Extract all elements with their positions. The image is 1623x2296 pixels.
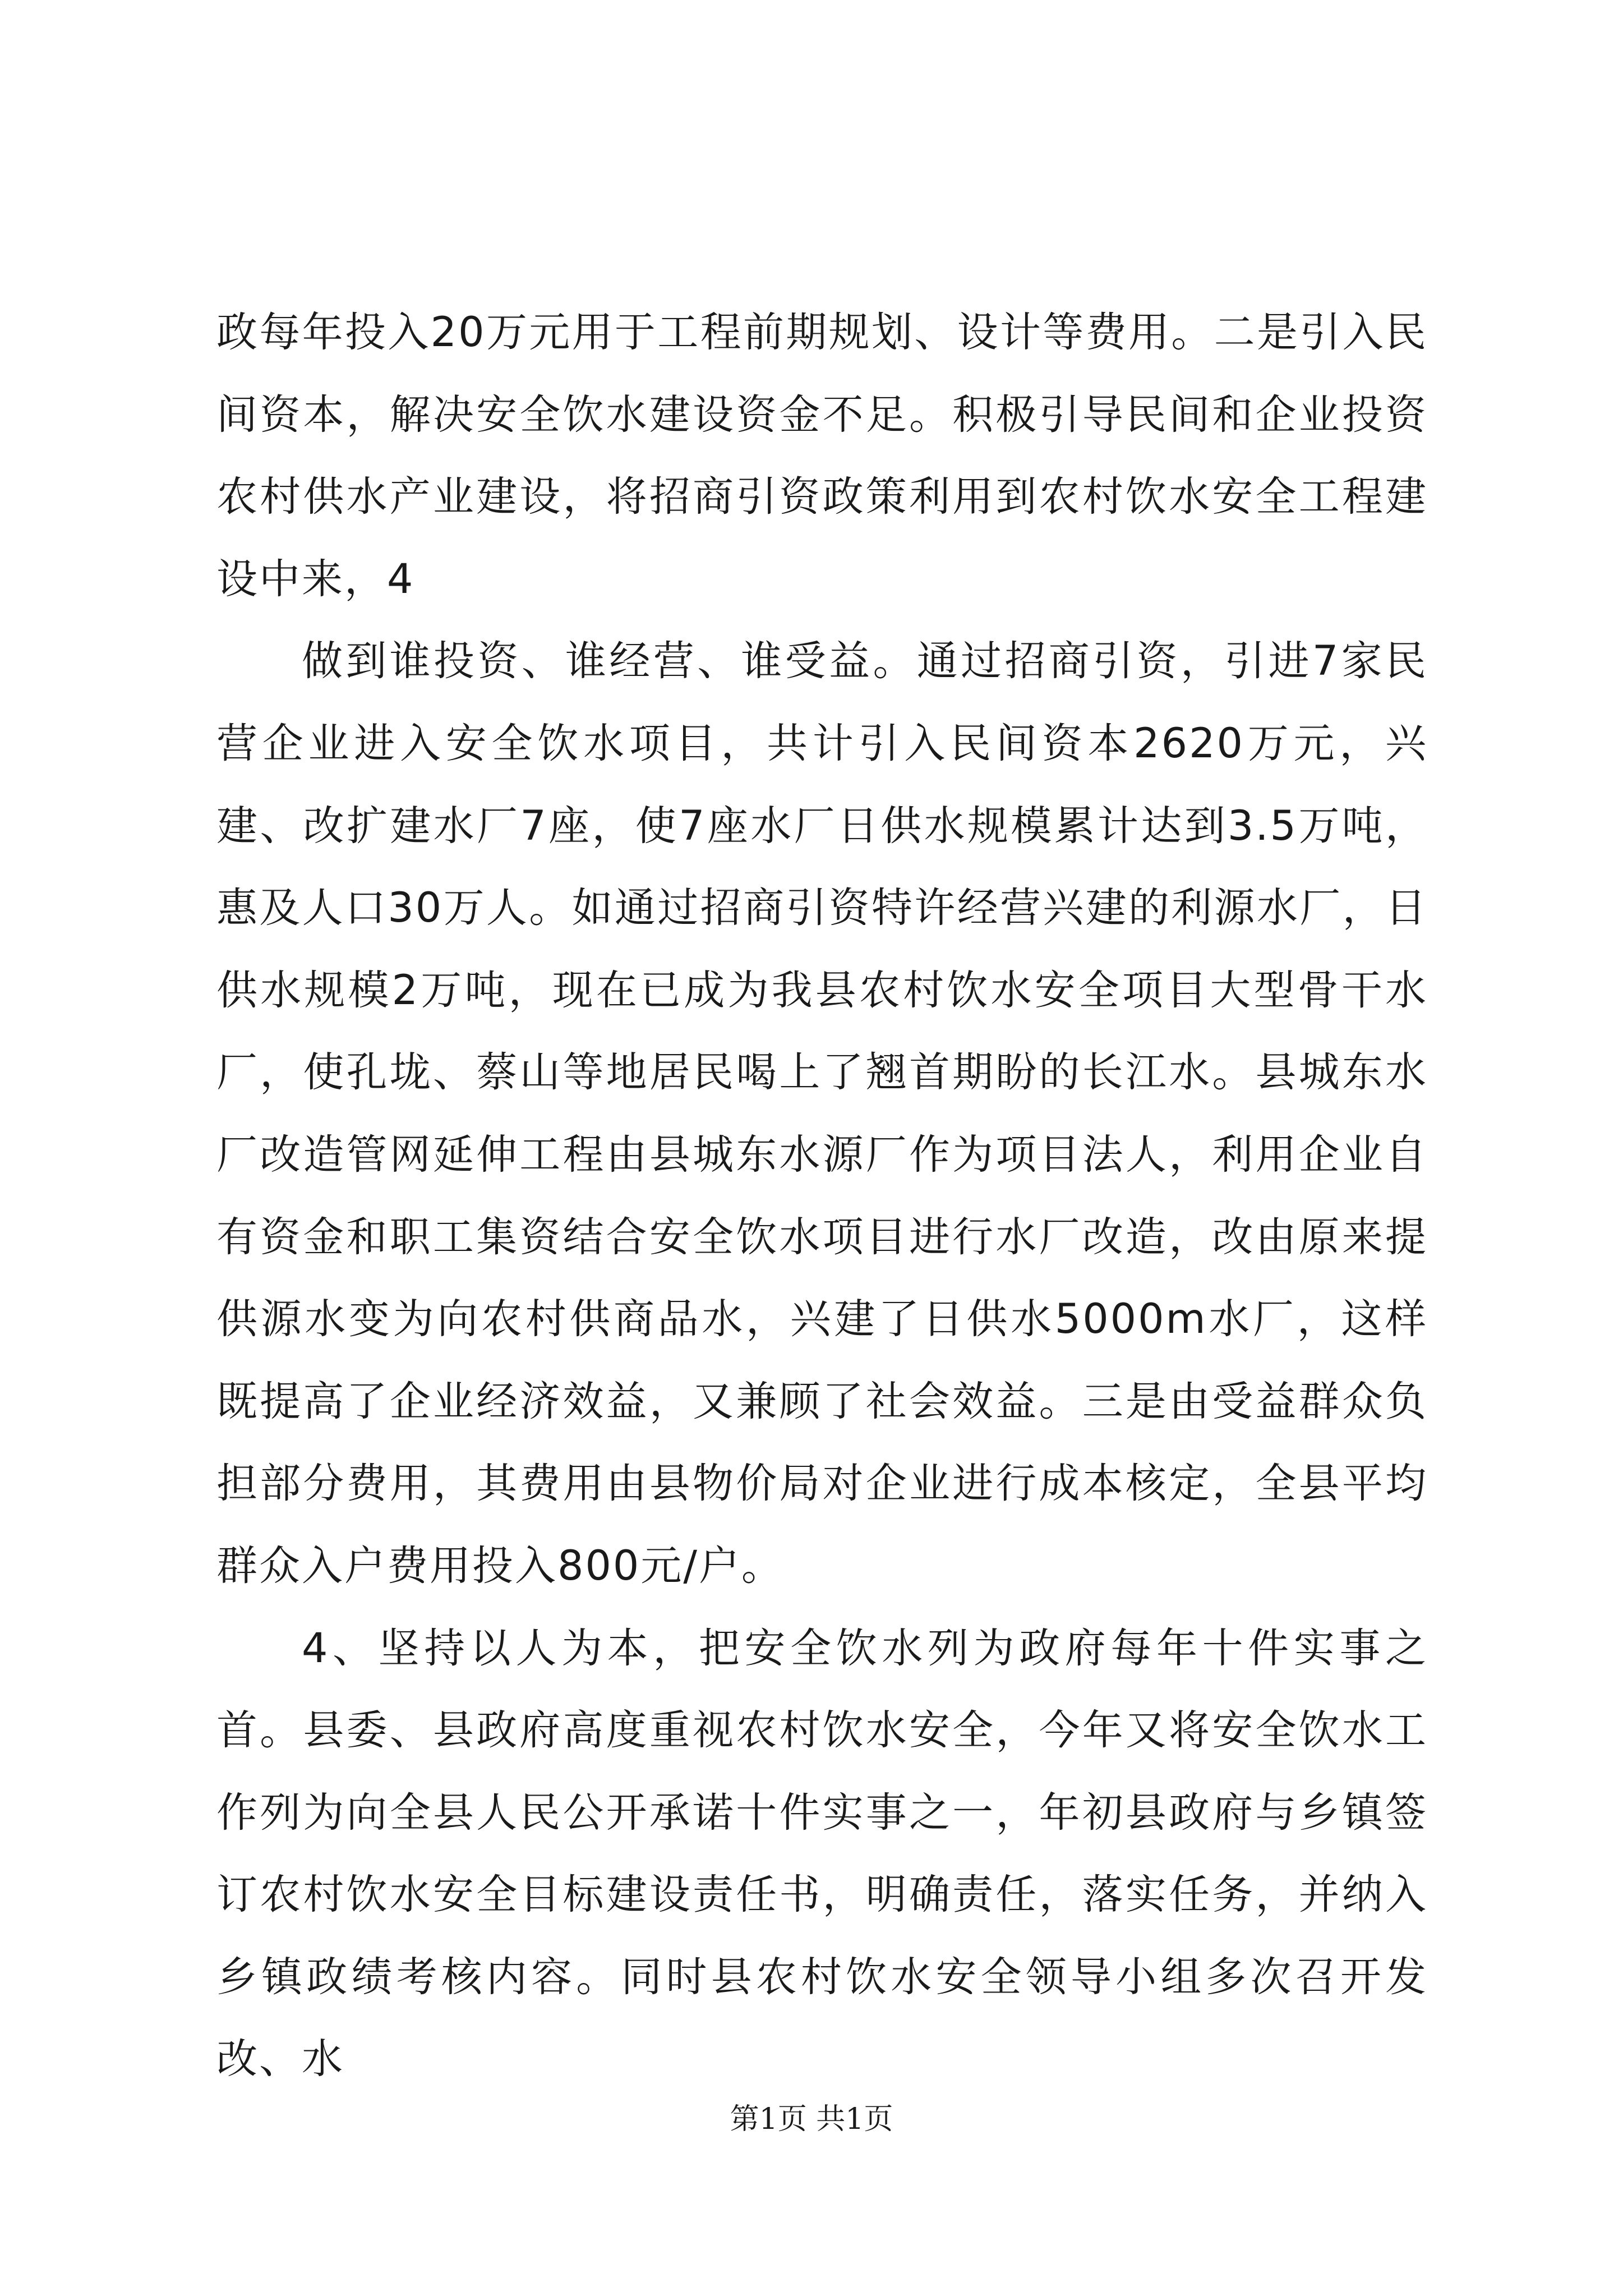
paragraph-3: 4、坚持以人为本，把安全饮水列为政府每年十件实事之首。县委、县政府高度重视农村饮水安全，今年又将安全饮水工作列为向全县人民公开承诺十件实事之一，年初县政府与乡镇签订农村饮水安全目标建设责任书，明确责任，落实任务，并纳入乡镇政绩考核内容。同时县农村饮水安全领导小组多次召开发改、水 bbox=[216, 1624, 1428, 2083]
paragraph-1: 政每年投入20万元用于工程前期规划、设计等费用。二是引入民间资本，解决安全饮水建设资金不足。积极引导民间和企业投资农村供水产业建设，将招商引资政策利用到农村饮水安全工程建设中来，4 bbox=[216, 309, 1428, 603]
page-footer: 第1页 共1页 bbox=[730, 2102, 893, 2136]
body-text bbox=[216, 292, 1428, 2101]
paragraph-2: 做到谁投资、谁经营、谁受益。通过招商引资，引进7家民营企业进入安全饮水项目，共计引入民间资本2620万元，兴建、改扩建水厂7座，使7座水厂日供水规模累计达到3.5万吨，惠及人口30万人。如通过招商引资特许经营兴建的利源水厂，日供水规模2万吨，现在已成为我县农村饮水安全项目大型骨干水厂，使孔垅、蔡山等地居民喝上了翘首期盼的长江水。县城东水厂改造管网延伸工程由县城东水源厂作为项目法人，利用企业自有资金和职工集资结合安全饮水项目进行水厂改造，改由原来提供源水变为向农村供商品水，兴建了日供水5000m水厂，这样既提高了企业经济效益，又兼顾了社会效益。三是由受益群众负担部分费用，其费用由县物价局对企业进行成本核定，全县平均群众入户费用投入800元/户。 bbox=[216, 637, 1428, 1590]
